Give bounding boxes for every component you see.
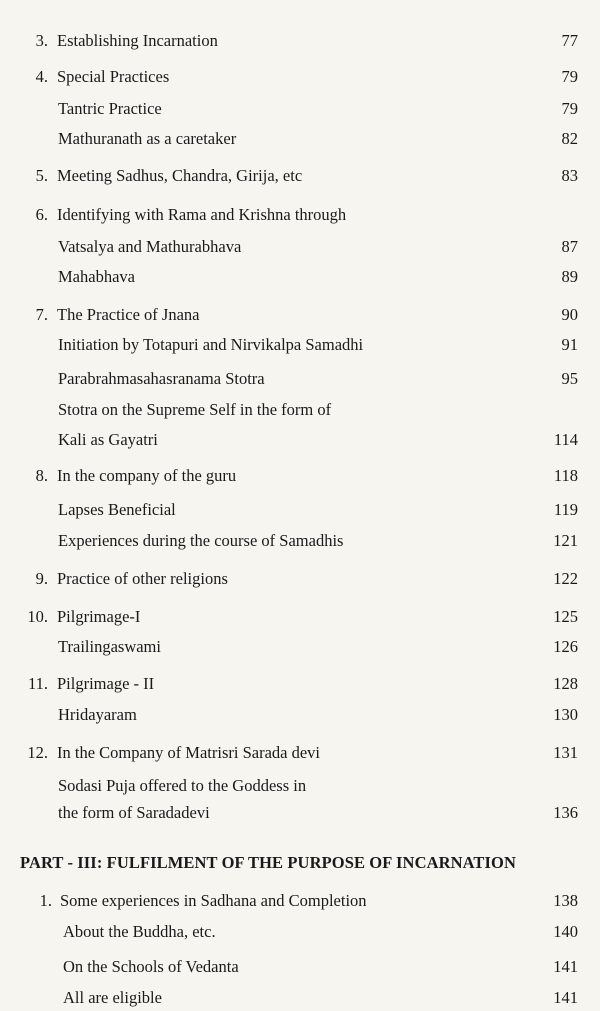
entry-number: 8. <box>35 466 48 485</box>
entry-page-number: 118 <box>553 466 578 485</box>
entry-page-number: 77 <box>561 31 578 50</box>
entry-title: Hridayaram <box>58 705 137 724</box>
entry-title: Identifying with Rama and Krishna through <box>57 205 347 224</box>
entry-page-number: 89 <box>561 267 578 286</box>
entry-title: About the Buddha, etc. <box>63 922 216 941</box>
part-heading: PART - III: FULFILMENT OF THE PURPOSE OF INCARNATION <box>20 853 516 872</box>
entry-title: Initiation by Totapuri and Nirvikalpa Samadhi <box>58 335 364 354</box>
entry-title: The Practice of Jnana <box>57 305 200 324</box>
entry-number: 10. <box>27 607 48 626</box>
entry-page-number: 91 <box>561 335 578 354</box>
entry-title: Special Practices <box>57 67 170 86</box>
entry-title: Lapses Beneficial <box>58 500 176 519</box>
entry-page-number: 130 <box>553 705 578 724</box>
entry-page-number: 126 <box>553 637 578 656</box>
entry-title: Mathuranath as a caretaker <box>58 129 237 148</box>
entry-title: Trailingaswami <box>58 637 161 656</box>
entry-number: 12. <box>27 743 48 762</box>
entry-number: 1. <box>39 891 52 910</box>
entry-number: 3. <box>35 31 48 50</box>
entry-page-number: 131 <box>553 743 578 762</box>
entry-number: 6. <box>35 205 48 224</box>
entry-number: 11. <box>27 674 48 693</box>
entry-number: 7. <box>35 305 48 324</box>
entry-page-number: 79 <box>561 67 578 86</box>
entry-page-number: 87 <box>561 237 578 256</box>
entry-title: Sodasi Puja offered to the Goddess in <box>58 776 307 795</box>
entry-page-number: 90 <box>561 305 578 324</box>
entry-page-number: 83 <box>561 166 578 185</box>
entry-title: Tantric Practice <box>58 99 162 118</box>
entry-page-number: 140 <box>553 922 578 941</box>
entry-page-number: 121 <box>553 531 578 550</box>
entry-page-number: 141 <box>553 988 578 1007</box>
entry-page-number: 122 <box>553 569 578 588</box>
entry-page-number: 138 <box>553 891 578 910</box>
entry-title: Mahabhava <box>58 267 135 286</box>
entry-page-number: 82 <box>561 129 578 148</box>
entry-page-number: 128 <box>553 674 578 693</box>
entry-number: 5. <box>35 166 48 185</box>
entry-title: Practice of other religions <box>57 569 228 588</box>
entry-number: 9. <box>35 569 48 588</box>
entry-page-number: 114 <box>553 430 578 449</box>
entry-title: Establishing Incarnation <box>57 31 218 50</box>
entry-title: Kali as Gayatri <box>58 430 158 449</box>
entry-page-number: 79 <box>561 99 578 118</box>
entry-page-number: 95 <box>561 369 578 388</box>
entry-title: Stotra on the Supreme Self in the form of <box>58 400 332 419</box>
entry-title: Pilgrimage-I <box>57 607 141 626</box>
entry-page-number: 141 <box>553 957 578 976</box>
entry-title: Parabrahmasahasranama Stotra <box>58 369 265 388</box>
entry-title: In the Company of Matrisri Sarada devi <box>57 743 321 762</box>
entry-page-number: 119 <box>553 500 578 519</box>
entry-page-number: 125 <box>553 607 578 626</box>
entry-title: Pilgrimage - II <box>57 674 155 693</box>
entry-title: All are eligible <box>63 988 162 1007</box>
entry-title: the form of Saradadevi <box>58 803 210 822</box>
entry-page-number: 136 <box>553 803 578 822</box>
entry-number: 4. <box>35 67 48 86</box>
entry-title: Vatsalya and Mathurabhava <box>58 237 242 256</box>
entry-title: Experiences during the course of Samadhis <box>58 531 344 550</box>
entry-title: On the Schools of Vedanta <box>63 957 239 976</box>
entry-title: Some experiences in Sadhana and Completion <box>60 891 367 910</box>
entry-title: In the company of the guru <box>57 466 237 485</box>
entry-title: Meeting Sadhus, Chandra, Girija, etc <box>57 166 303 185</box>
